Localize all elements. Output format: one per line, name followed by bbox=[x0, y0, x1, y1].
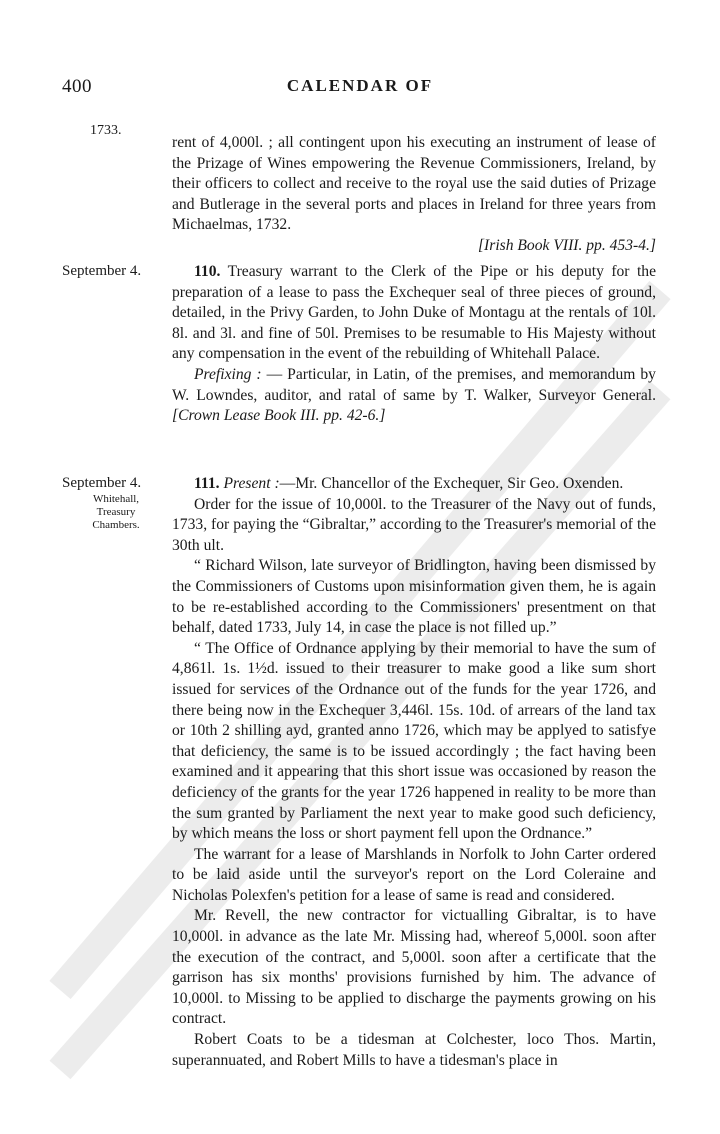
prefix-label: Prefixing : bbox=[194, 365, 262, 383]
entry-paragraph: “ Richard Wilson, late surveyor of Bridlington, having been dismissed by the Commissioners of Customs upon misinformation given them, he is again to be re-established according to the Commissioners' presentment on that behalf, dated 1733, July 14, in case the place is not filled up.” bbox=[172, 557, 656, 637]
entry-paragraph bbox=[172, 262, 656, 365]
citation: [Crown Lease Book III. pp. 42-6.] bbox=[172, 407, 386, 425]
citation: [Irish Book VIII. pp. 453-4.] bbox=[477, 236, 656, 254]
date-text: September 4. bbox=[62, 475, 142, 491]
entry-paragraph: The warrant for a lease of Marshlands in Norfolk to John Carter ordered to be laid aside until the surveyor's report on the Lord Coleraine and Nicholas Polexfen's petition for a lease of same is read and considered. bbox=[172, 845, 656, 904]
entry-date bbox=[62, 262, 172, 281]
entry-text: rent of 4,000l. ; all contingent upon his executing an instrument of lease of the Prizage of Wines empowering the Revenue Commissioners, Ireland, by their officers to collect and receive to the royal use the said duties of Prizage and Butlerage in the several ports and places in Ireland for three years from Michaelmas, 1732. bbox=[172, 134, 656, 234]
entry-paragraph: “ The Office of Ordnance applying by their memorial to have the sum of 4,861l. 1s. 1½d. issued to their treasurer to make good a like sum short issued for services of the Ordnance out of the funds for the year 1726, and there being now in the Exchequer 3,446l. 15s. 10d. of arrears of the land tax or 10th 2 shilling ayd, granted anno 1726, which may be applyed to satisfye that deficiency, the same is to be issued accordingly ; the fact having been examined and it appearing that this short issue was occasioned by reason the deficiency of the grants for the year 1726 happened in reality to be more than the sum granted by Parliament the next year to make good such deficiency, by which means the loss or short payment fell upon the Ordnance.” bbox=[172, 639, 656, 843]
entry-paragraph: Robert Coats to be a tidesman at Colchester, loco Thos. Martin, superannuated, and Robert Mills to have a tidesman's place in bbox=[172, 1031, 656, 1069]
entry-paragraph: Order for the issue of 10,000l. to the Treasurer of the Navy out of funds, 1733, for paying the “Gibraltar,” according to the Treasurer's memorial of the 30th ult. bbox=[172, 495, 656, 554]
entry-110 bbox=[172, 262, 656, 427]
entry-111 bbox=[172, 474, 656, 1071]
page-number: 400 bbox=[62, 76, 92, 97]
entry-text: Treasury warrant to the Clerk of the Pipe or his deputy for the preparation of a lease to pass the Exchequer seal of three pieces of ground, detailed, in the Privy Garden, to John Duke of Montagu at the rentals of 10l. 8l. and 3l. and fine of 50l. Premises to be resumable to His Majesty without any compensation in the event of the rebuilding of Whitehall Palace. bbox=[172, 263, 657, 363]
present-text: —Mr. Chancellor of the Exchequer, Sir Geo. Oxenden. bbox=[279, 475, 624, 492]
page-header bbox=[0, 76, 720, 106]
entry-paragraph: Mr. Revell, the new contractor for victualling Gibraltar, is to have 10,000l. in advance as the late Mr. Missing had, whereof 5,000l. soon after the execution of the contract, and 5,000l. soon after a certificate that the garrison has six months' provisions furnished by him. The advance of 10,000l. to Missing to be applied to discharge the payments growing on his contract. bbox=[172, 907, 656, 1028]
prefix-text: — Particular, in Latin, of the premises, and memorandum by W. Lowndes, auditor, and ratal of same by T. Walker, Surveyor General. bbox=[172, 365, 656, 404]
prefix-paragraph bbox=[172, 365, 656, 427]
date-text: September 4. bbox=[62, 263, 142, 279]
place-line: Treasury bbox=[96, 506, 136, 518]
entry-paragraph bbox=[172, 474, 656, 495]
running-head: CALENDAR OF bbox=[286, 76, 434, 95]
place-line: Chambers. bbox=[92, 519, 140, 531]
entry-date-place bbox=[62, 474, 172, 532]
entry-number: 111. bbox=[194, 475, 220, 492]
entry-continuation bbox=[172, 133, 656, 257]
entry-number: 110. bbox=[194, 263, 221, 280]
present-label: Present : bbox=[223, 475, 280, 492]
year-margin: 1733. bbox=[90, 123, 122, 138]
place-line: Whitehall, bbox=[92, 493, 140, 505]
